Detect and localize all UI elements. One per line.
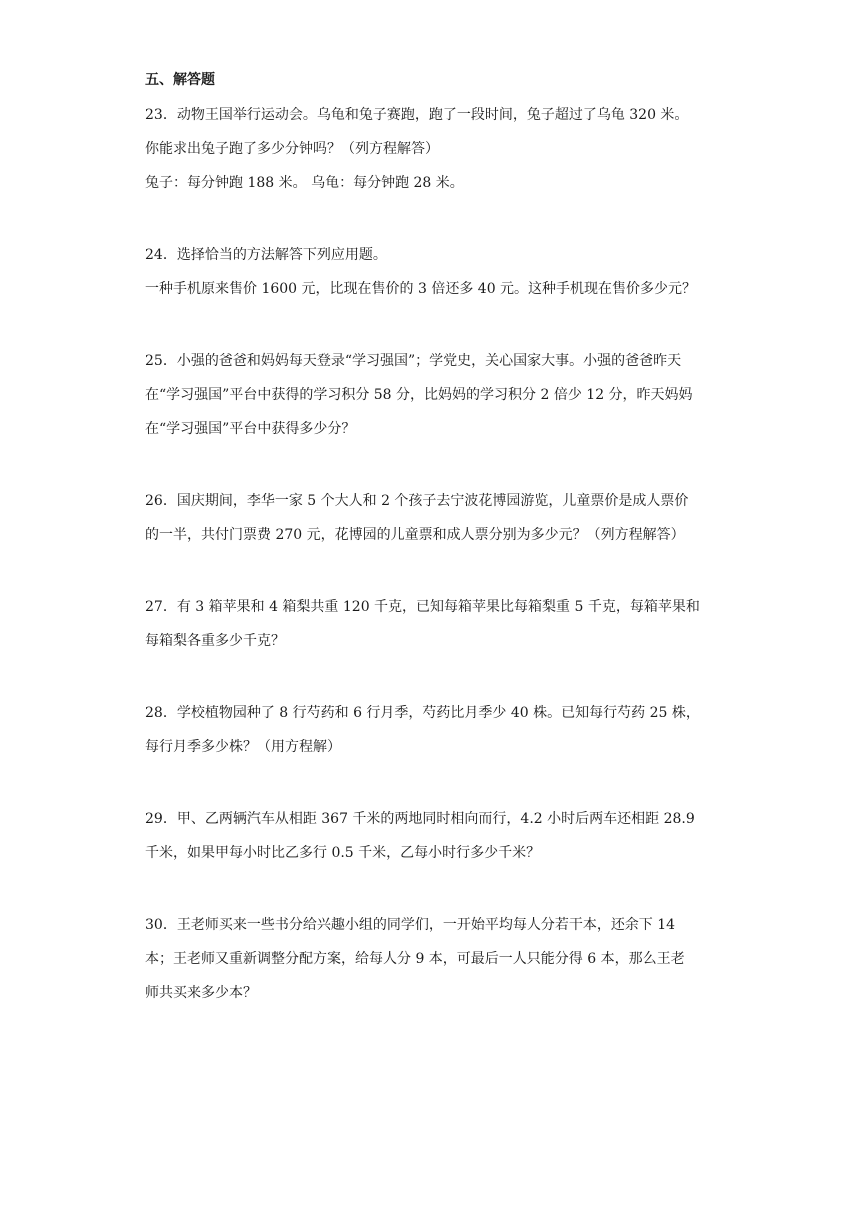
question-line: 师共买来多少本？	[145, 985, 257, 1001]
question-29	[145, 802, 725, 870]
question-28	[145, 696, 725, 764]
question-line: 一种手机原来售价 1600 元，比现在售价的 3 倍还多 40 元。这种手机现在售价多少元？	[145, 281, 697, 297]
question-line: 每行月季多少株？（用方程解）	[145, 739, 341, 755]
worksheet-page	[145, 70, 725, 1048]
section-title: 五、解答题	[145, 72, 215, 88]
question-25	[145, 344, 725, 446]
question-line: 29．甲、乙两辆汽车从相距 367 千米的两地同时相向而行，4.2 小时后两车还相距 28.9	[145, 811, 695, 827]
question-line: 在“学习强国”平台中获得多少分？	[145, 421, 356, 437]
question-line: 23．动物王国举行运动会。乌龟和兔子赛跑，跑了一段时间，兔子超过了乌龟 320 米。	[145, 107, 689, 123]
question-line: 你能求出兔子跑了多少分钟吗？（列方程解答）	[145, 141, 439, 157]
question-24	[145, 238, 725, 306]
question-30	[145, 908, 725, 1010]
question-line: 27．有 3 箱苹果和 4 箱梨共重 120 千克，已知每箱苹果比每箱梨重 5 千克，每箱苹果和	[145, 599, 700, 615]
question-27	[145, 590, 725, 658]
question-line: 24．选择恰当的方法解答下列应用题。	[145, 247, 387, 263]
question-line: 30．王老师买来一些书分给兴趣小组的同学们，一开始平均每人分若干本，还余下 14	[145, 917, 676, 933]
question-line: 的一半，共付门票费 270 元，花博园的儿童票和成人票分别为多少元？（列方程解答）	[145, 527, 685, 543]
question-26	[145, 484, 725, 552]
question-line: 每箱梨各重多少千克？	[145, 633, 285, 649]
question-line: 千米，如果甲每小时比乙多行 0.5 千米，乙每小时行多少千米？	[145, 845, 541, 861]
question-line: 28．学校植物园种了 8 行芍药和 6 行月季，芍药比月季少 40 株。已知每行芍药 25 株，	[145, 705, 700, 721]
question-line: 本；王老师又重新调整分配方案，给每人分 9 本，可最后一人只能分得 6 本，那么王老	[145, 951, 685, 967]
question-23	[145, 98, 725, 200]
question-line: 25．小强的爸爸和妈妈每天登录“学习强国”；学党史，关心国家大事。小强的爸爸昨天	[145, 353, 682, 369]
question-line: 26．国庆期间，李华一家 5 个大人和 2 个孩子去宁波花博园游览，儿童票价是成人票价	[145, 493, 689, 509]
question-line: 在“学习强国”平台中获得的学习积分 58 分，比妈妈的学习积分 2 倍少 12 分，昨天妈妈	[145, 387, 693, 403]
question-line: 兔子：每分钟跑 188 米。 乌龟：每分钟跑 28 米。	[145, 175, 464, 191]
